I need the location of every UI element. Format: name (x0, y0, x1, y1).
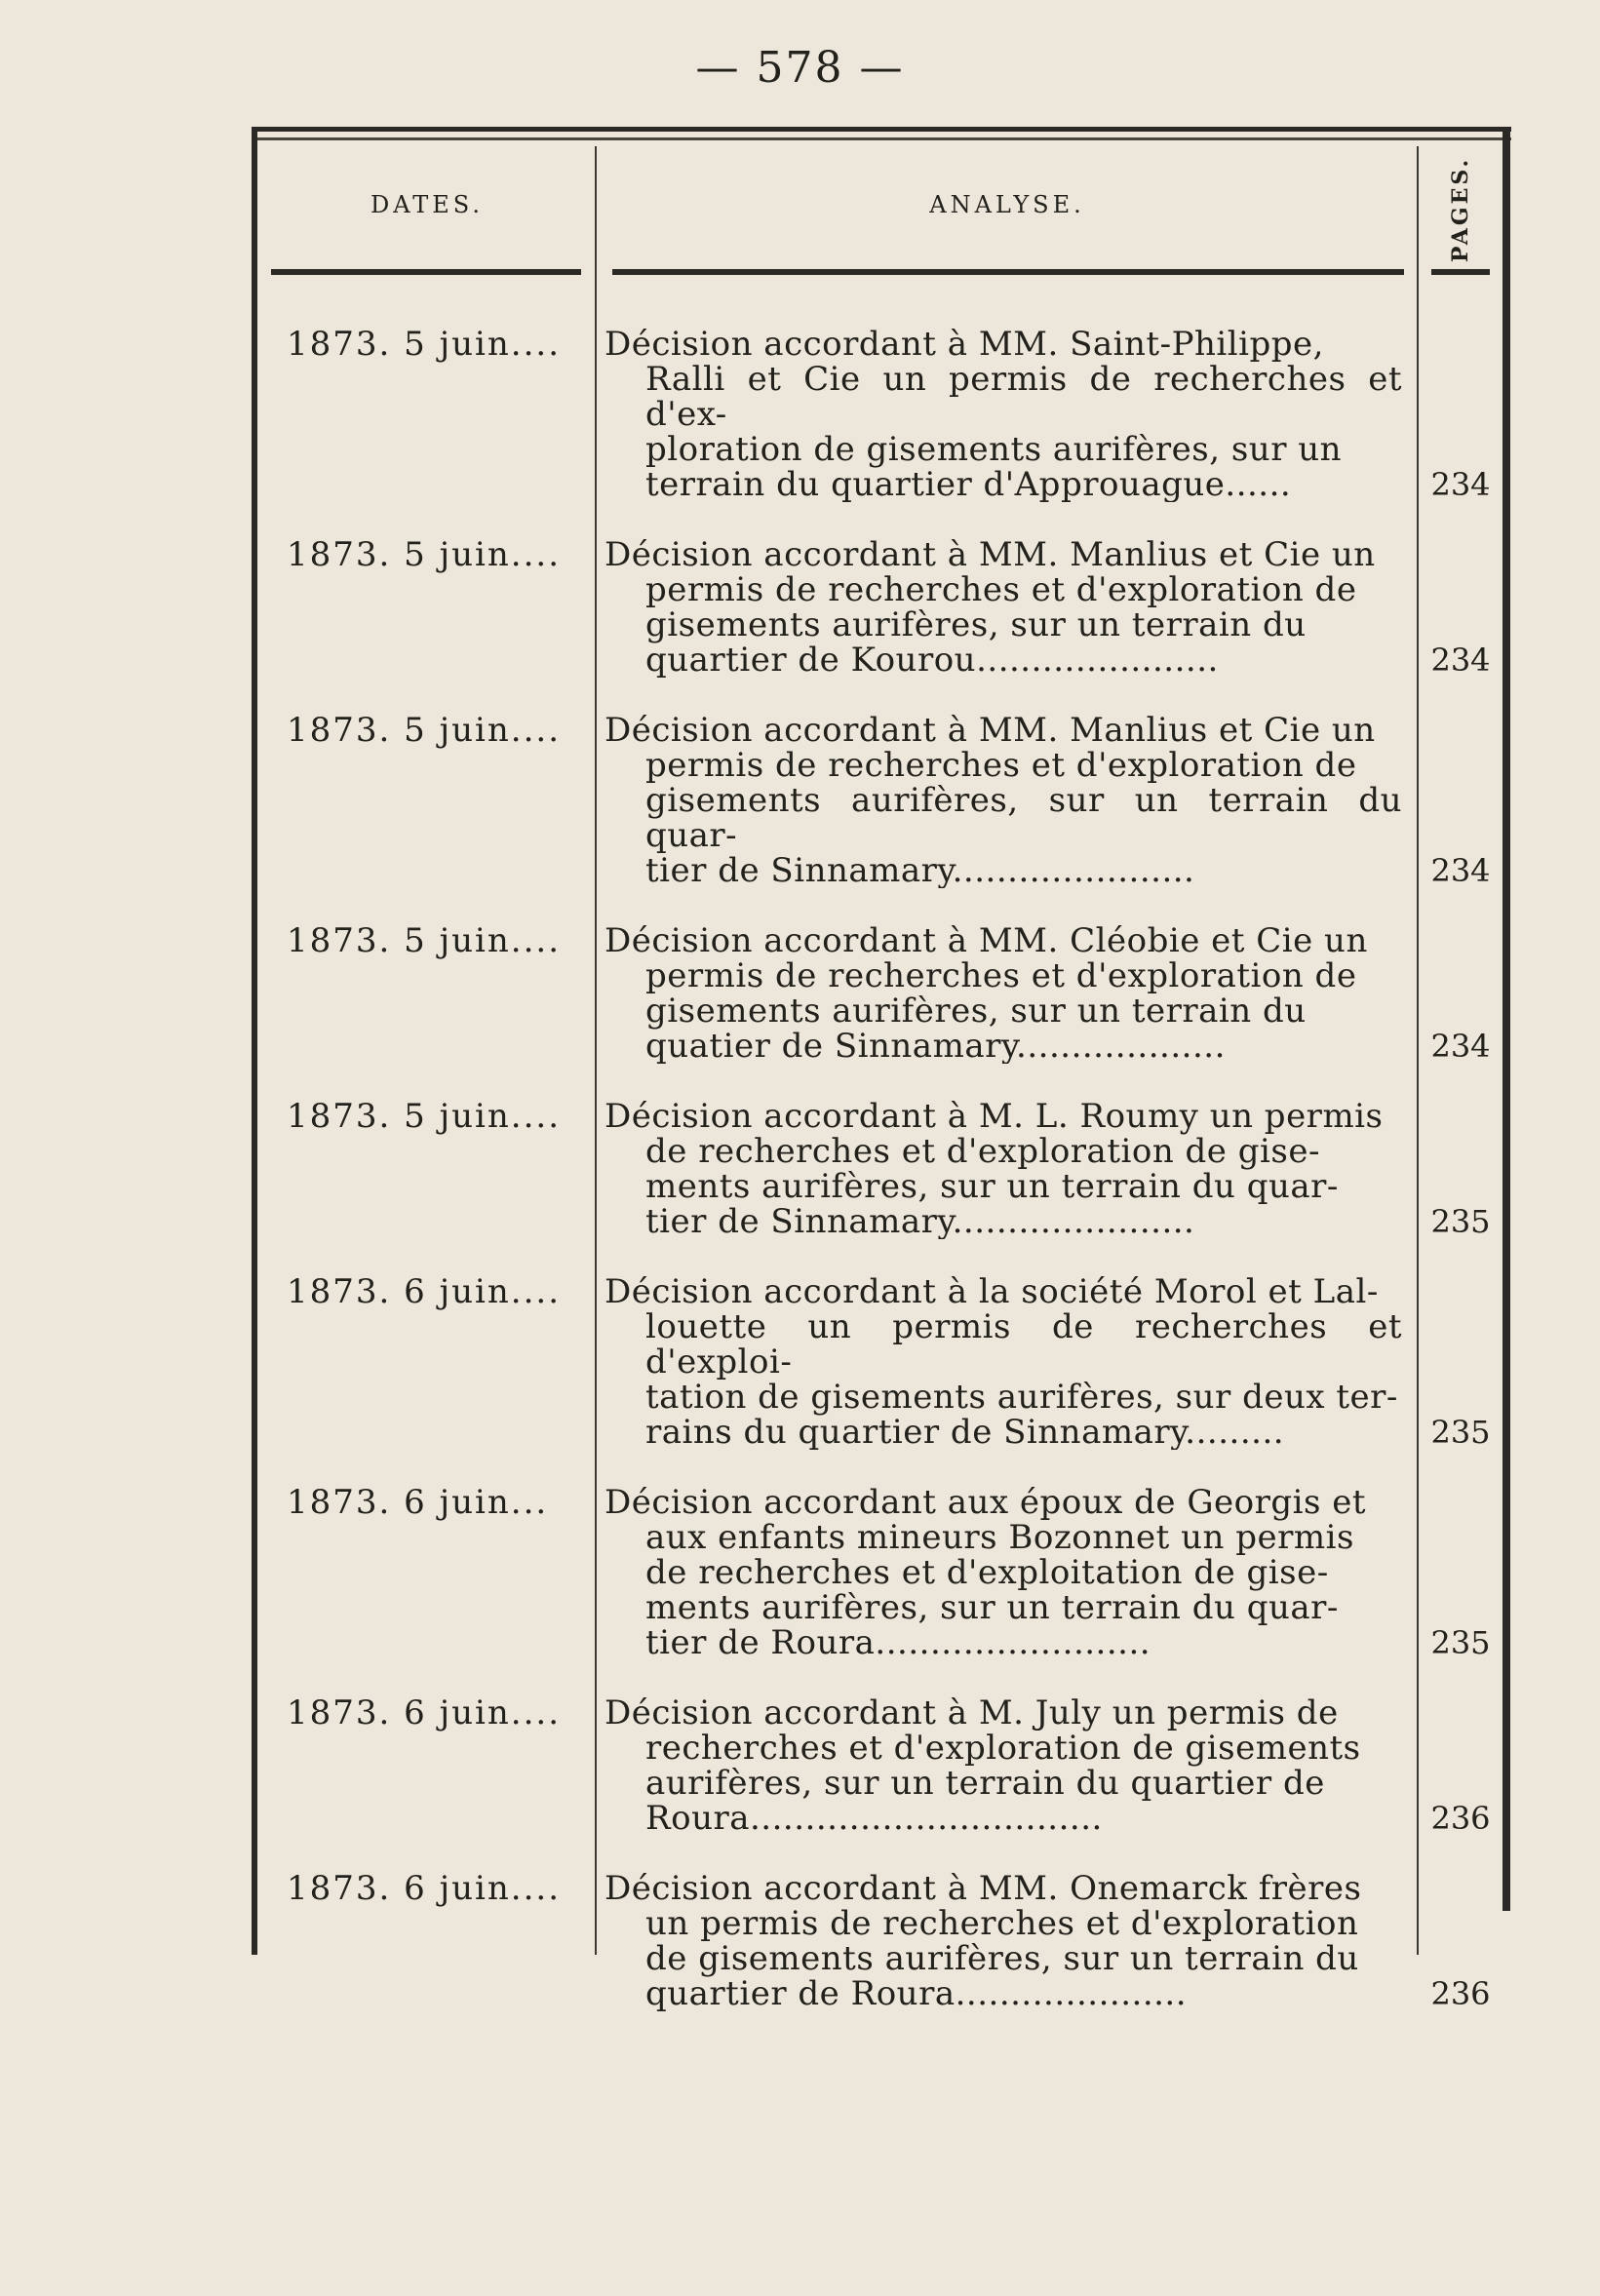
analysis-line: tier de Sinnamary...................... (645, 853, 1195, 888)
column-header-pages-label: PAGES. (1448, 156, 1473, 263)
analysis-line: permis de recherches et d'exploration de (645, 956, 1357, 995)
analysis-line: Décision accordant aux époux de Georgis et (605, 1483, 1367, 1522)
analysis-line: Décision accordant à M. L. Roumy un permis (605, 1097, 1384, 1136)
header-rule-analyse (612, 269, 1404, 275)
index-table (252, 127, 1511, 2012)
table-row (252, 1274, 1511, 1450)
entry-analysis (605, 1274, 1402, 1450)
analysis-line: Décision accordant à MM. Saint-Philippe, (605, 325, 1324, 364)
entry-page-number: 235 (1430, 1414, 1491, 1451)
analysis-line: de recherches et d'exploration de gise- (645, 1132, 1320, 1171)
analysis-line: tier de Roura......................... (645, 1625, 1151, 1660)
table-row (252, 923, 1511, 1064)
column-header-pages (1431, 156, 1490, 263)
entry-date: 1873. 5 juin.... (287, 1097, 562, 1136)
analysis-line: tier de Sinnamary...................... (645, 1204, 1195, 1239)
analysis-line: Roura................................ (645, 1801, 1103, 1836)
entry-date: 1873. 6 juin... (287, 1483, 549, 1522)
analysis-line: ploration de gisements aurifères, sur un (645, 430, 1343, 469)
table-row (252, 1695, 1511, 1836)
entry-date: 1873. 6 juin.... (287, 1693, 562, 1732)
analysis-line: un permis de recherches et d'exploration (645, 1904, 1359, 1943)
entry-analysis (605, 713, 1402, 888)
top-rule-thin (252, 137, 1511, 140)
analysis-line: Décision accordant à MM. Cléobie et Cie un (605, 921, 1368, 960)
table-row (252, 1485, 1511, 1660)
analysis-line: rains du quartier de Sinnamary......... (645, 1415, 1285, 1450)
entry-page-number: 235 (1430, 1203, 1491, 1240)
table-row (252, 537, 1511, 678)
table-row (252, 1099, 1511, 1239)
analysis-line: Ralli et Cie un permis de recherches et d'ex- (645, 360, 1402, 434)
page-number: — 578 — (695, 43, 905, 93)
top-rule (252, 127, 1511, 132)
analysis-line: aux enfants mineurs Bozonnet un permis (645, 1518, 1354, 1557)
analysis-line: recherches et d'exploration de gisements (645, 1729, 1361, 1768)
analysis-line: ments aurifères, sur un terrain du quar- (645, 1167, 1339, 1206)
analysis-line: louette un permis de recherches et d'exploi- (645, 1307, 1402, 1381)
entry-date: 1873. 5 juin.... (287, 535, 562, 574)
analysis-line: quartier de Roura..................... (645, 1976, 1188, 2011)
entry-analysis (605, 1695, 1402, 1836)
entry-analysis (605, 1485, 1402, 1660)
column-header-analyse: ANALYSE. (929, 191, 1085, 218)
table-row (252, 713, 1511, 888)
column-header-dates: DATES. (370, 191, 484, 218)
entry-page-number: 236 (1430, 1800, 1491, 1837)
analysis-line: gisements aurifères, sur un terrain du (645, 605, 1307, 644)
entry-date: 1873. 6 juin.... (287, 1272, 562, 1311)
analysis-line: de gisements aurifères, sur un terrain du (645, 1939, 1359, 1978)
header-rule-pages (1431, 269, 1490, 275)
analysis-line: quartier de Kourou...................... (645, 642, 1219, 678)
entry-analysis (605, 1099, 1402, 1239)
analysis-line: gisements aurifères, sur un terrain du (645, 992, 1307, 1031)
entries-list (252, 327, 1511, 2046)
analysis-line: Décision accordant à la société Morol et Lal- (605, 1272, 1379, 1311)
entry-page-number: 234 (1430, 466, 1491, 503)
entry-date: 1873. 5 juin.... (287, 711, 562, 750)
header-rule-dates (271, 269, 581, 275)
analysis-line: Décision accordant à MM. Onemarck frères (605, 1869, 1362, 1908)
entry-page-number: 236 (1430, 1975, 1491, 2012)
entry-date: 1873. 6 juin.... (287, 1869, 562, 1908)
entry-analysis (605, 327, 1402, 502)
analysis-line: de recherches et d'exploitation de gise- (645, 1553, 1329, 1592)
entry-page-number: 234 (1430, 852, 1491, 889)
analysis-line: quatier de Sinnamary................... (645, 1029, 1226, 1064)
analysis-line: aurifères, sur un terrain du quartier de (645, 1764, 1325, 1803)
entry-analysis (605, 1871, 1402, 2011)
entry-page-number: 234 (1430, 642, 1491, 679)
analysis-line: Décision accordant à MM. Manlius et Cie un (605, 535, 1376, 574)
analysis-line: ments aurifères, sur un terrain du quar- (645, 1588, 1339, 1627)
entry-analysis (605, 923, 1402, 1064)
entry-date: 1873. 5 juin.... (287, 325, 562, 364)
analysis-line: gisements aurifères, sur un terrain du quar- (645, 781, 1402, 855)
analysis-line: tation de gisements aurifères, sur deux ter- (645, 1378, 1398, 1417)
analysis-line: Décision accordant à MM. Manlius et Cie un (605, 711, 1376, 750)
entry-analysis (605, 537, 1402, 678)
analysis-line: permis de recherches et d'exploration de (645, 570, 1357, 609)
entry-page-number: 234 (1430, 1028, 1491, 1065)
analysis-line: Décision accordant à M. July un permis de (605, 1693, 1339, 1732)
entry-page-number: 235 (1430, 1624, 1491, 1661)
entry-date: 1873. 5 juin.... (287, 921, 562, 960)
analysis-line: permis de recherches et d'exploration de (645, 746, 1357, 785)
analysis-line: terrain du quartier d'Approuague...... (645, 467, 1292, 502)
table-row (252, 1871, 1511, 2011)
table-row (252, 327, 1511, 502)
